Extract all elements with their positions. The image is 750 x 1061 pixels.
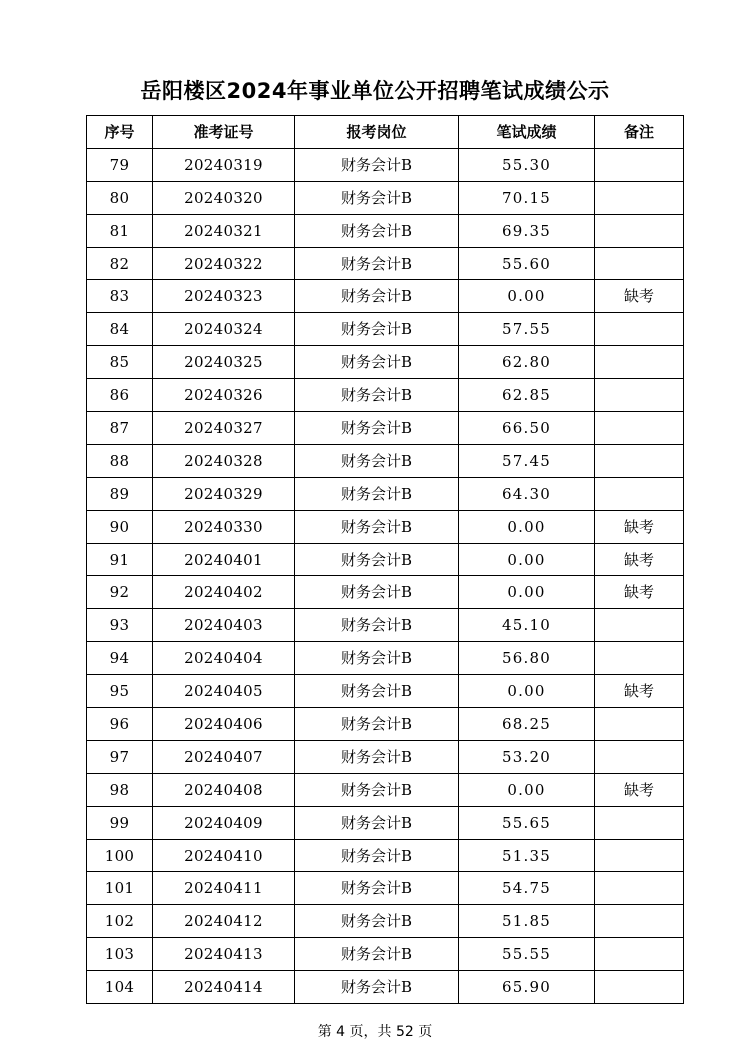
cell-seq: 104 [87, 971, 153, 1004]
cell-note: 缺考 [595, 510, 684, 543]
cell-seq: 94 [87, 642, 153, 675]
cell-ticket: 20240328 [153, 444, 295, 477]
cell-position: 财务会计B [295, 872, 459, 905]
cell-ticket: 20240321 [153, 214, 295, 247]
header-ticket: 准考证号 [153, 116, 295, 149]
cell-score: 68.25 [459, 708, 595, 741]
cell-position: 财务会计B [295, 477, 459, 510]
cell-seq: 98 [87, 773, 153, 806]
cell-score: 53.20 [459, 740, 595, 773]
cell-ticket: 20240414 [153, 971, 295, 1004]
header-position: 报考岗位 [295, 116, 459, 149]
cell-seq: 90 [87, 510, 153, 543]
table-row [87, 148, 684, 181]
cell-score: 66.50 [459, 412, 595, 445]
cell-note [595, 740, 684, 773]
table-header-row [87, 116, 684, 149]
cell-ticket: 20240327 [153, 412, 295, 445]
cell-position: 财务会计B [295, 543, 459, 576]
table-row [87, 642, 684, 675]
cell-seq: 101 [87, 872, 153, 905]
cell-ticket: 20240409 [153, 806, 295, 839]
cell-seq: 79 [87, 148, 153, 181]
cell-score: 62.85 [459, 379, 595, 412]
cell-note [595, 971, 684, 1004]
cell-position: 财务会计B [295, 839, 459, 872]
cell-score: 0.00 [459, 773, 595, 806]
cell-note [595, 148, 684, 181]
cell-position: 财务会计B [295, 214, 459, 247]
cell-ticket: 20240319 [153, 148, 295, 181]
cell-score: 70.15 [459, 181, 595, 214]
cell-ticket: 20240329 [153, 477, 295, 510]
cell-score: 0.00 [459, 576, 595, 609]
cell-score: 54.75 [459, 872, 595, 905]
table-row [87, 872, 684, 905]
table-row [87, 938, 684, 971]
table-row [87, 181, 684, 214]
table-row [87, 510, 684, 543]
cell-note [595, 872, 684, 905]
cell-seq: 92 [87, 576, 153, 609]
cell-note [595, 905, 684, 938]
table-row [87, 346, 684, 379]
cell-position: 财务会计B [295, 905, 459, 938]
scores-table [86, 115, 684, 1004]
cell-position: 财务会计B [295, 675, 459, 708]
header-score: 笔试成绩 [459, 116, 595, 149]
cell-score: 55.65 [459, 806, 595, 839]
cell-note [595, 938, 684, 971]
cell-seq: 85 [87, 346, 153, 379]
table-row [87, 214, 684, 247]
cell-score: 0.00 [459, 543, 595, 576]
cell-note [595, 477, 684, 510]
cell-seq: 83 [87, 280, 153, 313]
cell-position: 财务会计B [295, 576, 459, 609]
table-row [87, 280, 684, 313]
cell-note [595, 642, 684, 675]
cell-ticket: 20240323 [153, 280, 295, 313]
page-footer: 第 4 页，共 52 页 [317, 1024, 433, 1040]
cell-seq: 88 [87, 444, 153, 477]
cell-note: 缺考 [595, 576, 684, 609]
cell-ticket: 20240403 [153, 609, 295, 642]
cell-note [595, 412, 684, 445]
cell-seq: 95 [87, 675, 153, 708]
table-row [87, 971, 684, 1004]
cell-ticket: 20240404 [153, 642, 295, 675]
cell-note [595, 214, 684, 247]
cell-ticket: 20240326 [153, 379, 295, 412]
cell-seq: 96 [87, 708, 153, 741]
cell-position: 财务会计B [295, 773, 459, 806]
cell-score: 57.45 [459, 444, 595, 477]
cell-score: 65.90 [459, 971, 595, 1004]
table-row [87, 576, 684, 609]
cell-position: 财务会计B [295, 609, 459, 642]
cell-score: 55.55 [459, 938, 595, 971]
cell-position: 财务会计B [295, 971, 459, 1004]
cell-seq: 82 [87, 247, 153, 280]
cell-seq: 93 [87, 609, 153, 642]
cell-ticket: 20240402 [153, 576, 295, 609]
cell-seq: 91 [87, 543, 153, 576]
table-body [87, 148, 684, 1003]
cell-ticket: 20240407 [153, 740, 295, 773]
cell-note: 缺考 [595, 543, 684, 576]
page-title: 岳阳楼区2024年事业单位公开招聘笔试成绩公示 [140, 79, 610, 103]
cell-ticket: 20240408 [153, 773, 295, 806]
cell-seq: 89 [87, 477, 153, 510]
cell-position: 财务会计B [295, 412, 459, 445]
cell-score: 56.80 [459, 642, 595, 675]
cell-position: 财务会计B [295, 510, 459, 543]
cell-score: 64.30 [459, 477, 595, 510]
cell-position: 财务会计B [295, 280, 459, 313]
cell-score: 55.30 [459, 148, 595, 181]
cell-seq: 99 [87, 806, 153, 839]
cell-note [595, 806, 684, 839]
table-row [87, 543, 684, 576]
cell-ticket: 20240325 [153, 346, 295, 379]
cell-seq: 84 [87, 313, 153, 346]
cell-position: 财务会计B [295, 346, 459, 379]
table-row [87, 412, 684, 445]
cell-seq: 97 [87, 740, 153, 773]
table-row [87, 313, 684, 346]
cell-ticket: 20240411 [153, 872, 295, 905]
cell-note [595, 444, 684, 477]
cell-seq: 86 [87, 379, 153, 412]
table-row [87, 247, 684, 280]
table-row [87, 444, 684, 477]
cell-seq: 100 [87, 839, 153, 872]
table-row [87, 477, 684, 510]
cell-score: 55.60 [459, 247, 595, 280]
cell-position: 财务会计B [295, 806, 459, 839]
table-row [87, 806, 684, 839]
table-row [87, 773, 684, 806]
cell-note [595, 839, 684, 872]
cell-position: 财务会计B [295, 181, 459, 214]
table-row [87, 379, 684, 412]
cell-ticket: 20240322 [153, 247, 295, 280]
table-row [87, 740, 684, 773]
cell-score: 0.00 [459, 675, 595, 708]
table-row [87, 609, 684, 642]
cell-ticket: 20240320 [153, 181, 295, 214]
cell-note: 缺考 [595, 675, 684, 708]
cell-seq: 87 [87, 412, 153, 445]
cell-score: 45.10 [459, 609, 595, 642]
table-row [87, 675, 684, 708]
cell-position: 财务会计B [295, 740, 459, 773]
table-row [87, 905, 684, 938]
cell-ticket: 20240410 [153, 839, 295, 872]
cell-seq: 80 [87, 181, 153, 214]
cell-ticket: 20240401 [153, 543, 295, 576]
cell-position: 财务会计B [295, 708, 459, 741]
cell-position: 财务会计B [295, 444, 459, 477]
cell-position: 财务会计B [295, 148, 459, 181]
cell-seq: 102 [87, 905, 153, 938]
cell-ticket: 20240412 [153, 905, 295, 938]
cell-score: 57.55 [459, 313, 595, 346]
cell-seq: 81 [87, 214, 153, 247]
header-seq: 序号 [87, 116, 153, 149]
cell-score: 51.85 [459, 905, 595, 938]
cell-score: 51.35 [459, 839, 595, 872]
cell-note [595, 181, 684, 214]
cell-score: 0.00 [459, 510, 595, 543]
cell-ticket: 20240405 [153, 675, 295, 708]
table-row [87, 839, 684, 872]
cell-note [595, 379, 684, 412]
cell-score: 69.35 [459, 214, 595, 247]
cell-note [595, 609, 684, 642]
cell-ticket: 20240413 [153, 938, 295, 971]
cell-position: 财务会计B [295, 938, 459, 971]
cell-score: 0.00 [459, 280, 595, 313]
cell-note: 缺考 [595, 280, 684, 313]
cell-note: 缺考 [595, 773, 684, 806]
cell-score: 62.80 [459, 346, 595, 379]
cell-seq: 103 [87, 938, 153, 971]
cell-position: 财务会计B [295, 642, 459, 675]
cell-note [595, 313, 684, 346]
cell-note [595, 247, 684, 280]
table-row [87, 708, 684, 741]
cell-ticket: 20240330 [153, 510, 295, 543]
cell-ticket: 20240406 [153, 708, 295, 741]
cell-ticket: 20240324 [153, 313, 295, 346]
cell-note [595, 346, 684, 379]
cell-position: 财务会计B [295, 247, 459, 280]
cell-position: 财务会计B [295, 313, 459, 346]
cell-position: 财务会计B [295, 379, 459, 412]
header-note: 备注 [595, 116, 684, 149]
cell-note [595, 708, 684, 741]
